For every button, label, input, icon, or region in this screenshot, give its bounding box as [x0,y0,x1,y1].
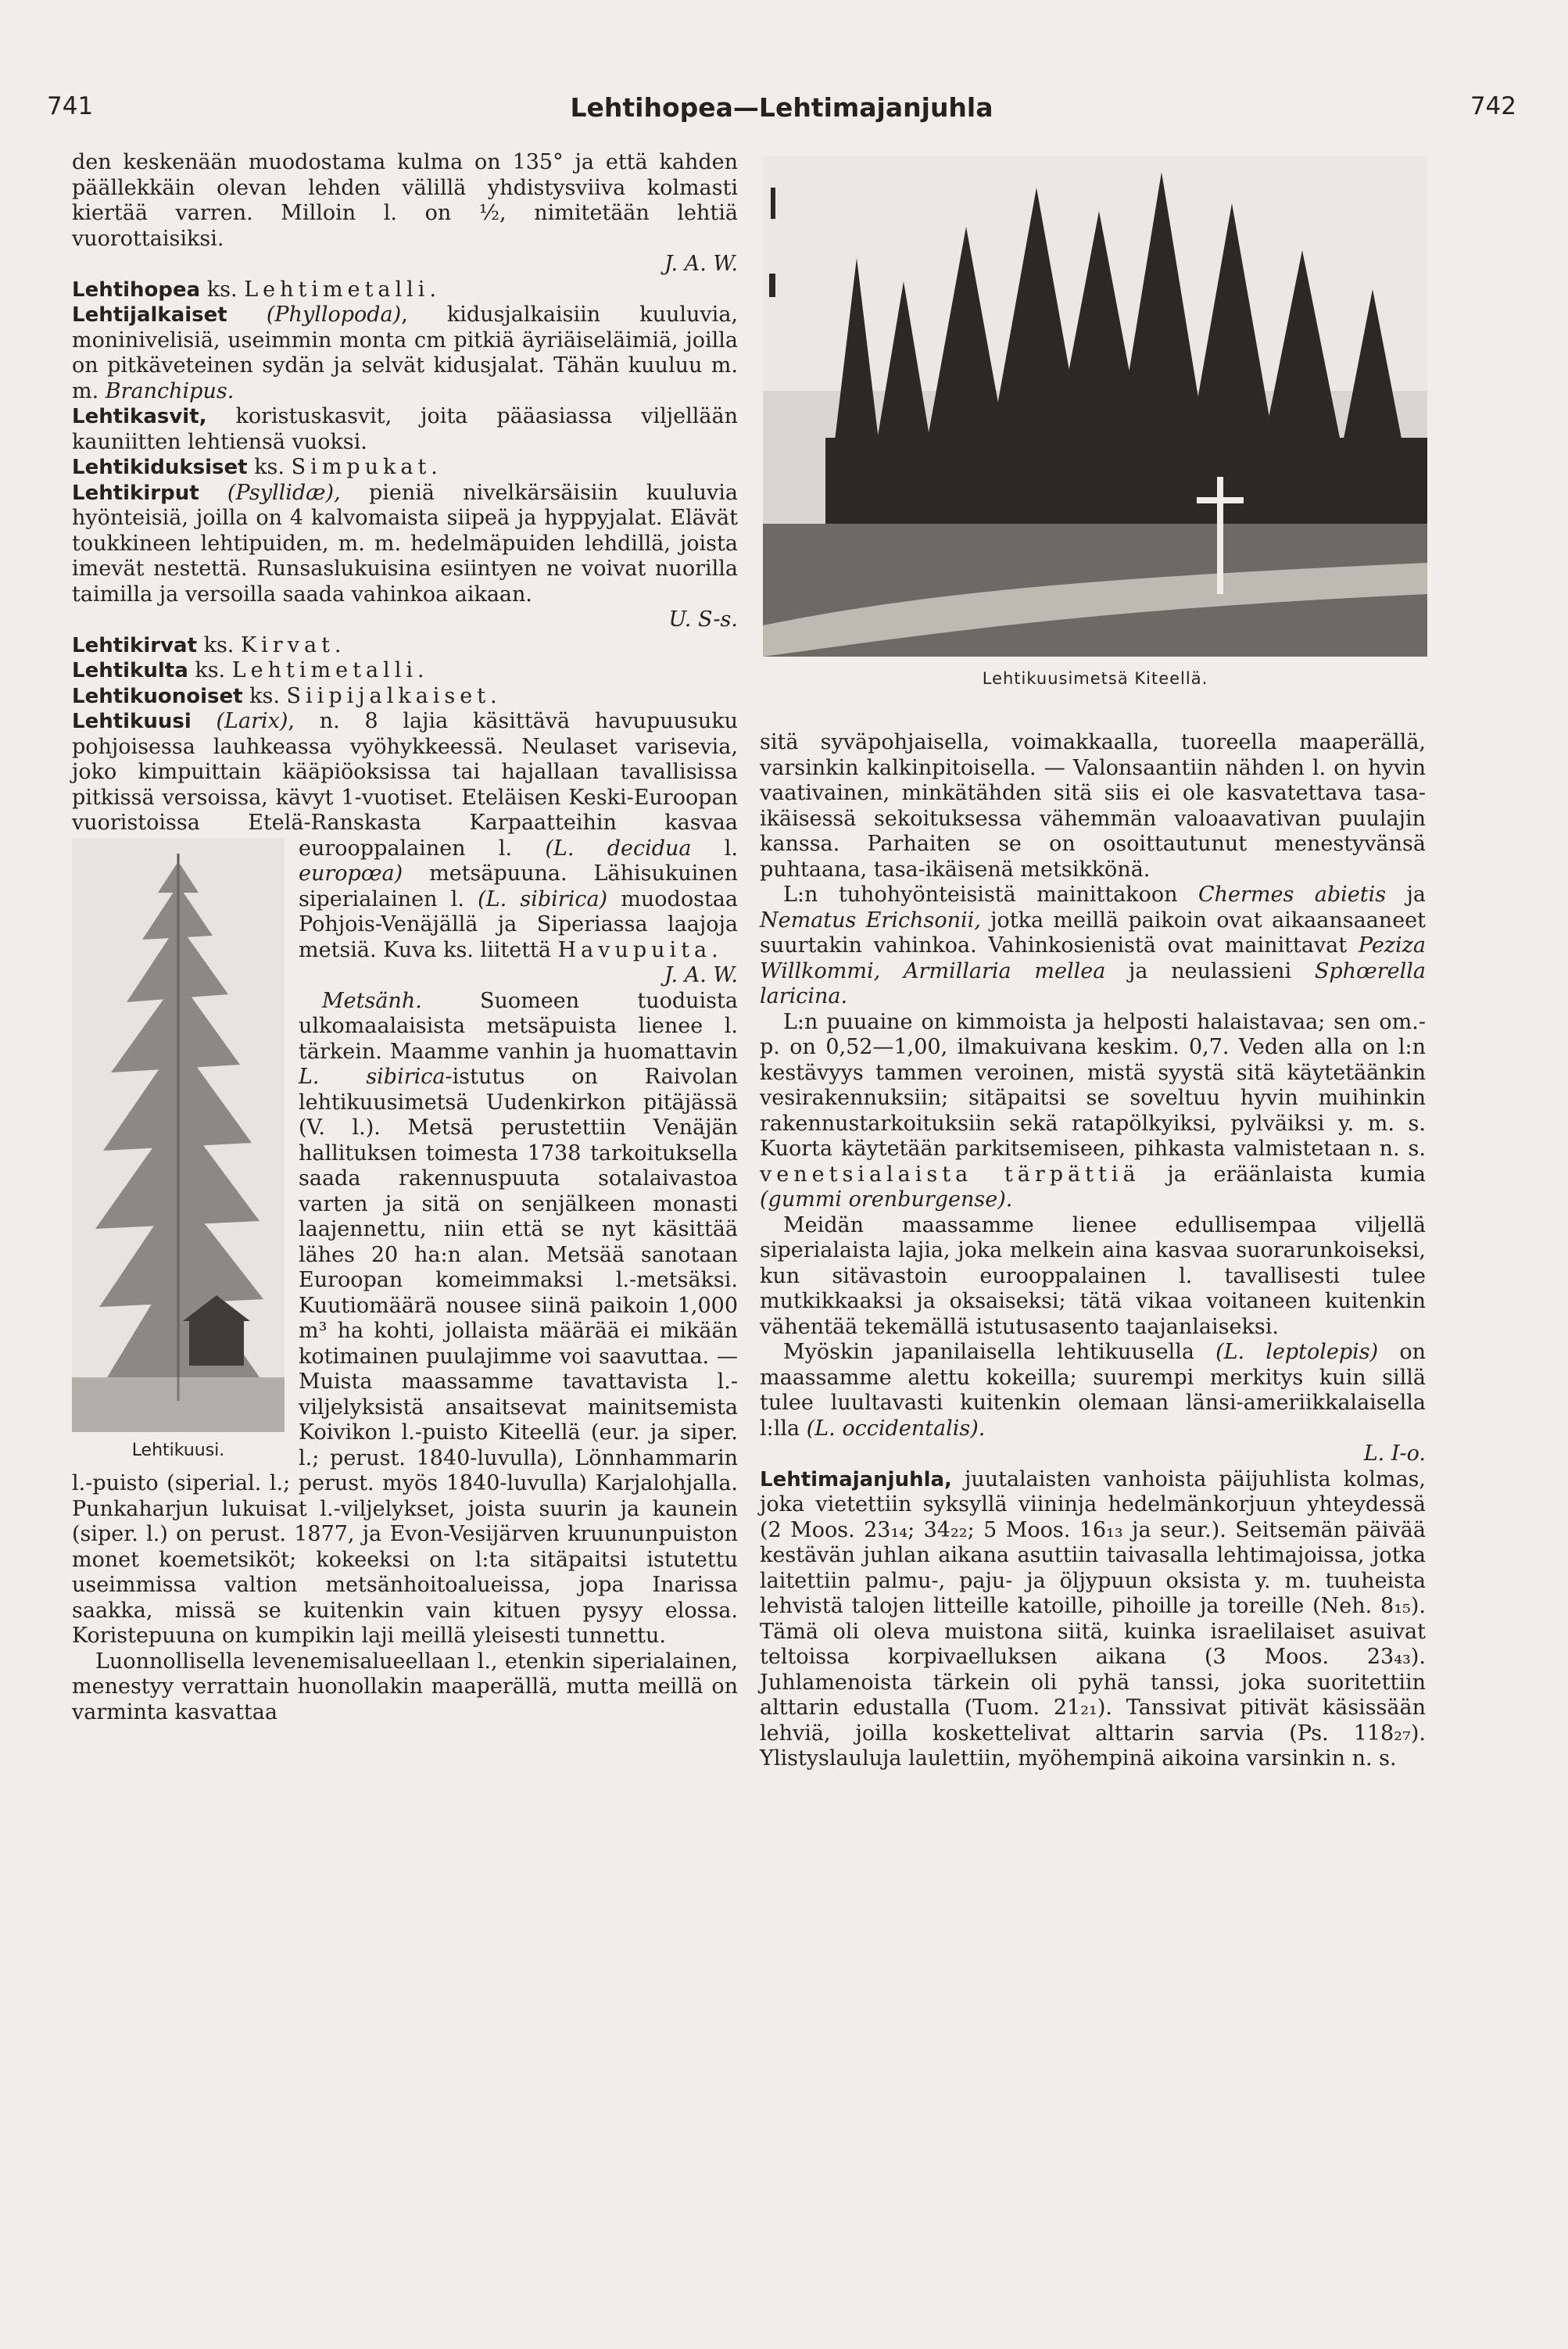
forest-caption: Lehtikuusimetsä Kiteellä. [982,669,1208,688]
larch-species-paragraph: Meidän maassamme lienee edullisempaa viljellä siperialaista lajia, joka melkein aina kasvaa suorarunkoiseksi, kun sitävastoin eurooppalainen l. tavallisesti tulee mutkikkaaksi ja oksaiseksi; tätä vikaa voitaneen kuitenkin vähentää tekemällä istutusasento taajanlaiseksi. [760,1212,1426,1339]
larch-figure [72,838,285,1460]
entry-lehtikiduksiset: Lehtikiduksiset ks. Simpukat. [72,455,442,479]
larch-caption: Lehtikuusi. [131,1440,225,1460]
cross-reference: Havupuita. [557,937,723,962]
signature: L. I-o. [1363,1441,1426,1466]
larch-tree-illustration [72,838,285,1432]
larch-wood-paragraph: L:n puuaine on kimmoista ja helposti halaistavaa; sen om.-p. on 0,52—1,00, ilmakuivana keskim. 0,7. Veden alla on l:n kestävyys tammen veroinen, mistä syystä sitä käytetäänkin vesirakennuksiin; sitäpaitsi se soveltuu hyvin muihinkin rakennustarkoituksiin sekä ratapölkyiksi, pylväiksi y. m. s. Kuorta käytetään parkitsemiseen, pihkasta valmistetaan n. s. venetsialaista tärpättiä ja eräänlaista kumia (gummi orenburgense). [760,1009,1426,1212]
running-title: Lehtihopea—Lehtimajanjuhla [570,92,993,123]
entry-lehtikasvit: Lehtikasvit, koristuskasvit, joita pääasiassa viljellään kauniitten lehtiensä vuoksi. [72,404,738,454]
entry-lehtikirput: Lehtikirput (Psyllidæ), pieniä nivelkärsäisiin kuuluvia hyönteisiä, joilla on 4 kalvomaista siipeä ja hyppyjalat. Elävät toukkineen lehtipuiden, m. m. hedelmäpuiden lehdillä, joista imevät nestettä. Runsaslukuisina esiintyen ne voivat nuorilla taimilla ja versoilla saada vahinkoa aikaan. U. S-s. [72,480,738,632]
signature: J. A. W. [664,252,738,276]
cross-reference: Siipijalkaiset. [286,683,502,708]
larch-forest-photo [763,156,1427,657]
running-header [47,92,1516,131]
cross-reference: Lehtimetalli. [231,658,429,682]
larch-cultivation-paragraph: sitä syväpohjaisella, voimakkaalla, tuoreella maaperällä, varsinkin kalkinpitoisella. — Valonsaantiin nähden l. on hyvin vaativainen, minkätähden sitä siis ei ole kasvatettava tasa-ikäisessä sekoituksessa vähemmän valoaavativan puulajin kanssa. Parhaiten se on osoittautunut menestyvänsä puhtaana, tasa-ikäisenä metsikkönä. [760,730,1426,882]
larch-pests-paragraph: L:n tuhohyönteisistä mainittakoon Chermes abietis ja Nematus Erichsonii, jotka meillä paikoin ovat aikaansaaneet suurtakin vahinkoa. Vahinkosienistä ovat mainittavat Peziza Willkommi, Armillaria mellea ja neulassieni Sphœrella laricina. [760,883,1426,1008]
page-number-left: 741 [47,92,94,120]
page-number-right: 742 [1470,92,1516,120]
entry-lehtikuusi: Lehtikuusi (Larix), n. 8 lajia käsittävä havupuusuku pohjoisessa lauhkeassa vyöhykkeessä. Neulaset varisevia, joko kimpuittain kääpiöoksissa tai hajallaan tavallisissa pitkissä versoissa, kävyt 1-vuotiset. Eteläisen Keski-Euroopan vuoristoissa Etelä-Ranskasta Karpaatteihin kasvaa eurooppalainen l. Lehtikuusi. (L. decidua l. europœa) metsäpuuna. Lähisukuinen siperialainen l. (L. sibirica) muodostaa Pohjois-Venäjällä ja Siperiassa laajoja metsiä. Kuva ks. liitettä Havupuita. J. A. W. [72,709,738,989]
signature: U. S-s. [668,607,738,632]
entry-lehtikuonoiset: Lehtikuonoiset ks. Siipijalkaiset. [72,683,502,708]
entry-lehtijalkaiset: Lehtijalkaiset (Phyllopoda), kidusjalkaisiin kuuluvia, moninivelisiä, useimmin monta cm pitkiä äyriäiseläimiä, joilla on pitkäveteinen sydän ja selvät kidusjalat. Tähän kuuluu m. m. Branchipus. [72,303,738,403]
signature: J. A. W. [664,963,738,987]
forest-figure [763,156,1427,688]
continuation-paragraph: den keskenään muodostama kulma on 135° ja että kahden päällekkäin olevan lehden välillä yhdistysviiva kolmasti kiertää varren. Milloin l. on ½, nimitetään lehtiä vuorottaisiksi. J. A. W. [72,150,738,276]
left-column [72,150,738,1725]
cross-reference: Kirvat. [241,632,346,657]
entry-lehtimajanjuhla: Lehtimajanjuhla, juutalaisten vanhoista päijuhlista kolmas, joka vietettiin syksyllä viininja hedelmänkorjuun yhteydessä (2 Moos. 23₁₄; 34₂₂; 5 Moos. 16₁₃ ja seur.). Seitsemän päivää kestävän juhlan aikana asuttiin taivasalla lehtimajoissa, jotka laitettiin palmu-, paju- ja öljypuun oksista y. m. tuuheista lehvistä talojen litteille katoille, pihoille ja toreille (Neh. 8₁₅). Tämä oli oleva muistona siitä, kuinka israelilaiset asuivat teltoissa korpivaelluksen aikana (3 Moos. 23₄₃). Juhlamenoista tärkein oli pyhä tanssi, joka suoritettiin alttarin edustalla (Tuom. 21₂₁). Tanssivat pitivät käsissään lehviä, joilla koskettelivat alttarin sarvia (Ps. 118₂₇). Ylistyslauluja laulettiin, myöhempinä aikoina varsinkin n. s. [760,1466,1426,1771]
japanese-larch-paragraph: Myöskin japanilaisella lehtikuusella (L. leptolepis) on maassamme alettu kokeilla; suurempi merkitys kuin sillä tulee luultavasti kuitenkin olemaan länsi-ameriikkalaisella l:lla (L. occidentalis). L. I-o. [760,1340,1426,1466]
forestry-paragraph-2: Luonnollisella levenemisalueellaan l., etenkin siperialainen, menestyy verrattain huonollakin maaperällä, mutta meillä on varminta kasvattaa [72,1649,738,1724]
cross-reference: venetsialaista tärpättiä [760,1162,1140,1187]
cross-reference: Lehtimetalli. [244,277,442,302]
forestry-section: Metsänh. Suomeen tuoduista ulkomaalaisista metsäpuista lienee l. tärkein. Maamme vanhin ja huomattavin L. sibirica-istutus on Raivolan lehtikuusimetsä Uudenkirkon pitäjässä (V. l.). Metsä perustettiin Venäjän hallituksen toimesta 1738 tarkoituksella saada rakennuspuuta sotalaivastoa varten ja sitä on senjälkeen monasti laajennettu, niin että se nyt käsittää lähes 20 ha:n alan. Metsää sanotaan Euroopan komeimmaksi l.-metsäksi. Kuutiomäärä nousee siinä paikoin 1,000 m³ ha kohti, jollaista määrää ei mikään kotimainen puulajimme voi saavuttaa. — Muista maassamme tavattavista l.-viljelyksistä ansaitsevat mainitsemista Koivikon l.-puisto Kiteellä (eur. ja siper. l.; perust. 1840-luvulla), Lönnhammarin l.-puisto (siperial. l.; perust. myös 1840-luvulla) Karjalohjalla. Punkaharjun lukuisat l.-viljelykset, joista suurin ja kaunein (siper. l.) on perust. 1877, ja Evon-Vesijärven kruununpuiston monet koemetsiköt; kokeeksi on l:ta sitäpaitsi istutettu useimmissa valtion metsänhoitoalueissa, jopa Inarissa saakka, missä se kuitenkin vain kituen pysyy elossa. Koristepuuna on kumpikin laji meillä yleisesti tunnettu. [72,988,738,1648]
entry-lehtihopea: Lehtihopea ks. Lehtimetalli. [72,277,442,302]
entry-lehtikulta: Lehtikulta ks. Lehtimetalli. [72,658,429,682]
cross-reference: Simpukat. [291,455,442,479]
right-column [760,730,1426,1772]
entry-lehtikirvat: Lehtikirvat ks. Kirvat. [72,632,346,657]
